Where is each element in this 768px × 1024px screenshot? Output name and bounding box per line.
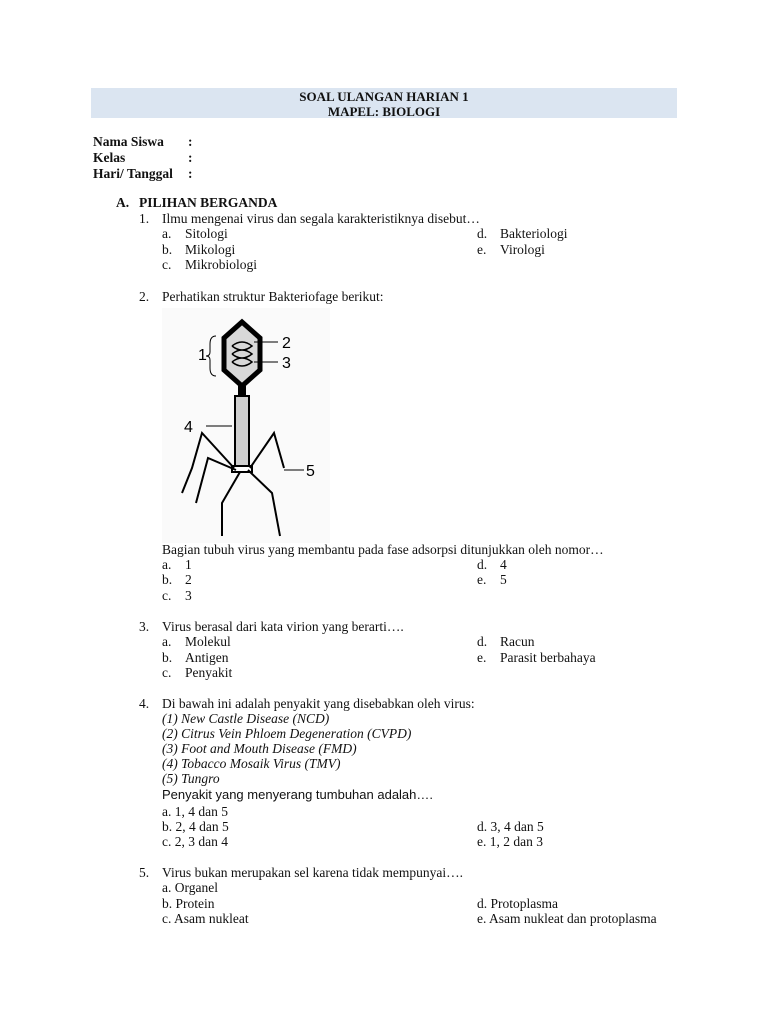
identity-row-date [93, 166, 193, 182]
q4-number: 4. [139, 696, 150, 711]
q2-option-a-letter: a. [162, 557, 172, 572]
capsid-head [224, 322, 260, 386]
identity-row-class [93, 150, 193, 166]
q1-option-a-letter: a. [162, 226, 172, 241]
q2-number: 2. [139, 289, 150, 304]
label-1: 1 [198, 347, 207, 364]
q3-option-e-letter: e. [477, 650, 487, 665]
q4-option-c: c. 2, 3 dan 4 [162, 834, 228, 849]
q3-option-c: Penyakit [185, 665, 233, 680]
date-colon: : [188, 166, 193, 181]
q3-option-d: Racun [500, 634, 535, 649]
q5-option-d: d. Protoplasma [477, 896, 558, 911]
q3-option-a-letter: a. [162, 634, 172, 649]
q2-option-c: 3 [185, 588, 192, 603]
q5-option-c: c. Asam nukleat [162, 911, 249, 926]
student-identity [93, 134, 193, 182]
class-label: Kelas [93, 150, 126, 165]
title-line-2: MAPEL: BIOLOGI [327, 104, 441, 119]
q3-option-b-letter: b. [162, 650, 173, 665]
q3-option-e: Parasit berbahaya [500, 650, 596, 665]
collar [238, 386, 246, 396]
q1-option-d: Bakteriologi [500, 226, 568, 241]
label-3: 3 [282, 355, 291, 372]
q4-item-2: (2) Citrus Vein Phloem Degeneration (CVPD) [162, 726, 412, 741]
q5-number: 5. [139, 865, 150, 880]
q2-option-b: 2 [185, 572, 192, 587]
q3-option-d-letter: d. [477, 634, 488, 649]
label-2: 2 [282, 335, 291, 352]
class-colon: : [188, 150, 193, 165]
q2-option-d: 4 [500, 557, 507, 572]
q5-option-b: b. Protein [162, 896, 215, 911]
label-5: 5 [306, 463, 315, 480]
label-4: 4 [184, 419, 193, 436]
section-letter: A. [116, 195, 130, 210]
q4-question: Penyakit yang menyerang tumbuhan adalah…. [162, 787, 434, 802]
q1-option-b-letter: b. [162, 242, 173, 257]
q3-text: Virus berasal dari kata virion yang berarti…. [162, 619, 404, 634]
q5-text: Virus bukan merupakan sel karena tidak mempunyai…. [162, 865, 463, 880]
identity-row-name [93, 134, 193, 150]
date-label: Hari/ Tanggal [93, 166, 173, 181]
q3-option-a: Molekul [185, 634, 231, 649]
q4-option-a: a. 1, 4 dan 5 [162, 804, 228, 819]
q1-option-d-letter: d. [477, 226, 488, 241]
q1-option-b: Mikologi [185, 242, 236, 257]
q2-option-d-letter: d. [477, 557, 488, 572]
q4-item-1: (1) New Castle Disease (NCD) [162, 711, 330, 726]
q4-item-5: (5) Tungro [162, 771, 220, 786]
q1-option-a: Sitologi [185, 226, 228, 241]
q1-option-c-letter: c. [162, 257, 172, 272]
q3-option-b: Antigen [185, 650, 229, 665]
q2-option-e: 5 [500, 572, 507, 587]
q4-option-d: d. 3, 4 dan 5 [477, 819, 544, 834]
q2-question: Bagian tubuh virus yang membantu pada fase adsorpsi ditunjukkan oleh nomor… [162, 542, 604, 557]
q4-item-3: (3) Foot and Mouth Disease (FMD) [162, 741, 357, 756]
q5-option-a: a. Organel [162, 880, 218, 895]
bacteriophage-figure [162, 308, 330, 543]
section-title: PILIHAN BERGANDA [139, 195, 278, 210]
q4-item-4: (4) Tobacco Mosaik Virus (TMV) [162, 756, 341, 771]
q2-option-c-letter: c. [162, 588, 172, 603]
name-label: Nama Siswa [93, 134, 164, 149]
tail-sheath [235, 396, 249, 466]
q1-text: Ilmu mengenai virus dan segala karakteristiknya disebut… [162, 211, 480, 226]
q3-number: 3. [139, 619, 150, 634]
q1-option-c: Mikrobiologi [185, 257, 258, 272]
name-colon: : [188, 134, 193, 149]
q1-option-e-letter: e. [477, 242, 487, 257]
title-banner [91, 88, 677, 118]
q2-text: Perhatikan struktur Bakteriofage berikut: [162, 289, 384, 304]
q2-option-e-letter: e. [477, 572, 487, 587]
title-line-1: SOAL ULANGAN HARIAN 1 [299, 89, 469, 104]
q4-option-e: e. 1, 2 dan 3 [477, 834, 543, 849]
q5-option-e: e. Asam nukleat dan protoplasma [477, 911, 657, 926]
q1-number: 1. [139, 211, 150, 226]
q2-option-a: 1 [185, 557, 192, 572]
q1-option-e: Virologi [500, 242, 545, 257]
q3-option-c-letter: c. [162, 665, 172, 680]
q4-option-b: b. 2, 4 dan 5 [162, 819, 229, 834]
q2-option-b-letter: b. [162, 572, 173, 587]
q4-text: Di bawah ini adalah penyakit yang disebabkan oleh virus: [162, 696, 475, 711]
